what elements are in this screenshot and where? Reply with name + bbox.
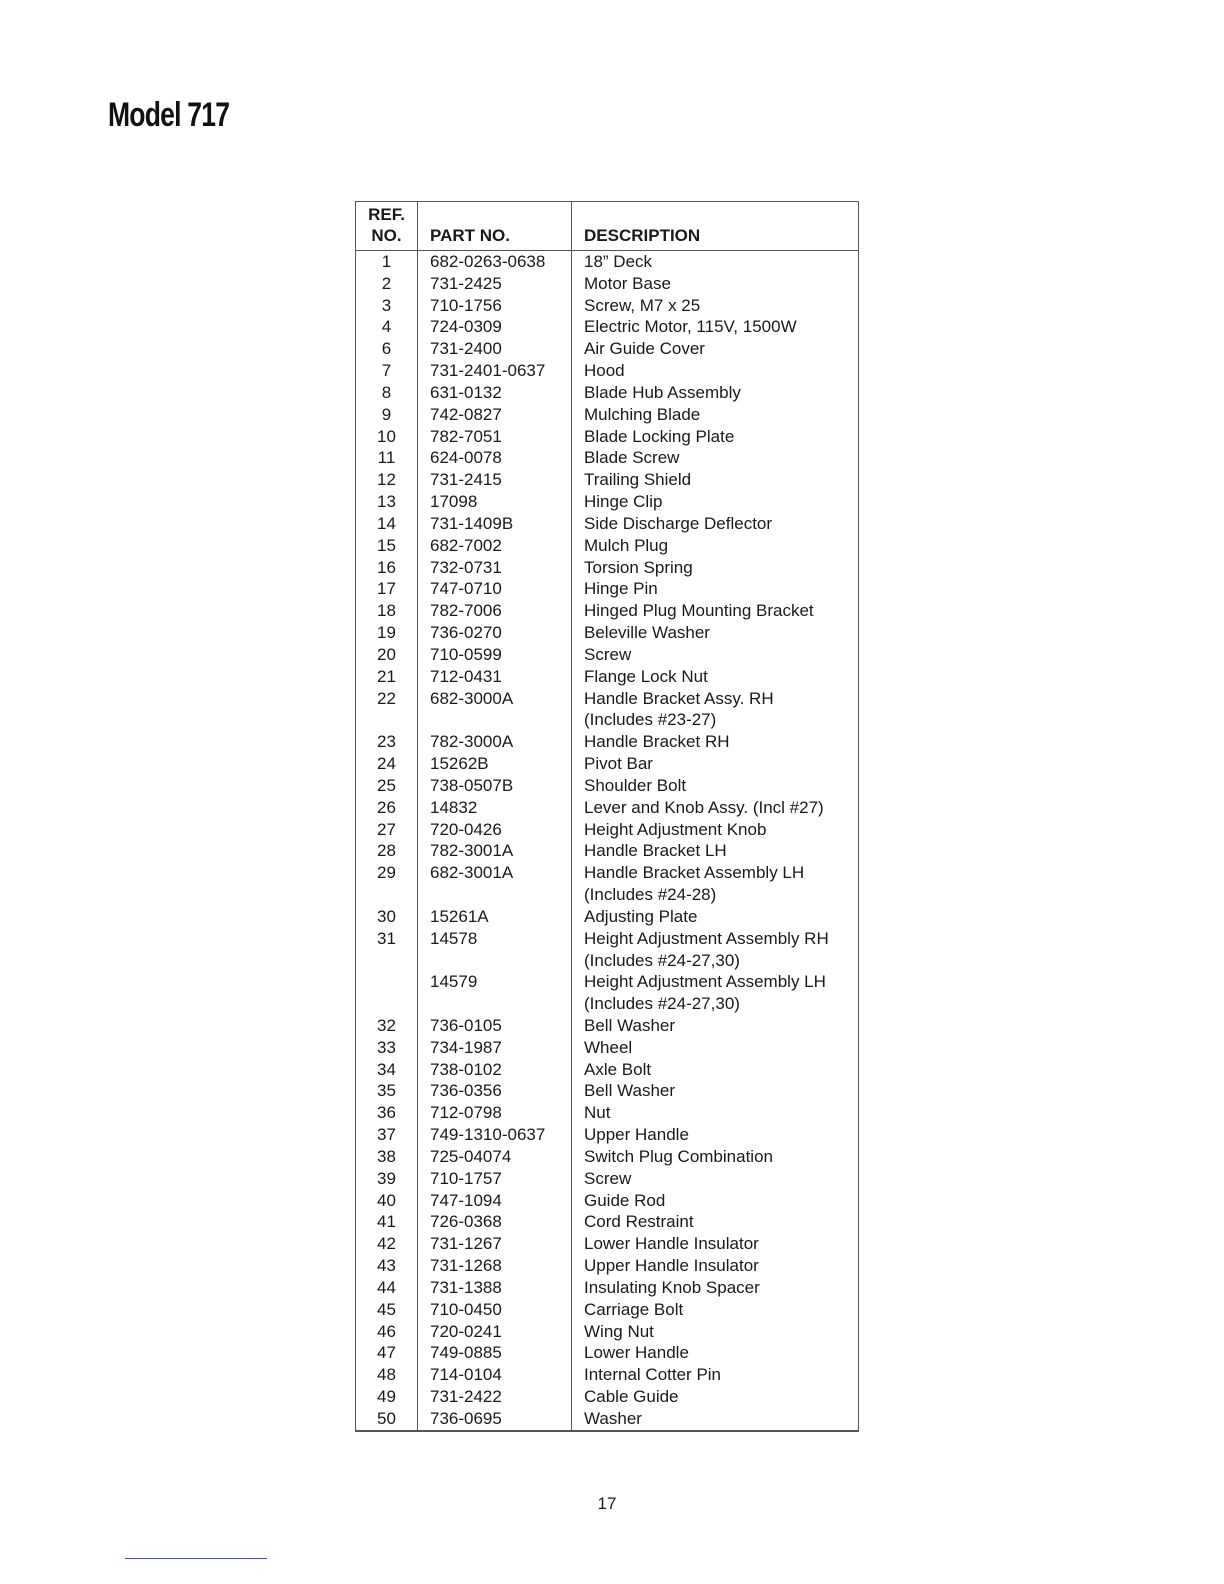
ref-no-cell: 17: [356, 578, 418, 600]
description-cell: Electric Motor, 115V, 1500W: [584, 317, 797, 337]
part-no-cell: 724-0309: [418, 316, 572, 338]
table-row: [356, 469, 859, 491]
description-cell: Wheel: [584, 1037, 633, 1057]
ref-no-cell: 7: [356, 360, 418, 382]
part-no-cell: 712-0431: [418, 666, 572, 688]
ref-no-cell: 39: [356, 1168, 418, 1190]
table-row: [356, 1233, 859, 1255]
part-no-cell: 782-3001A: [418, 840, 572, 862]
parts-table: [355, 201, 859, 1432]
table-row: [356, 1299, 859, 1321]
ref-no-cell: 48: [356, 1364, 418, 1386]
table-row: [356, 295, 859, 317]
ref-no-cell: 19: [356, 622, 418, 644]
ref-no-cell: 24: [356, 753, 418, 775]
description-cell: Nut: [584, 1103, 611, 1123]
description-cell: Lever and Knob Assy. (Incl #27): [584, 797, 824, 817]
part-no-cell: 731-1267: [418, 1233, 572, 1255]
ref-no-cell: 16: [356, 557, 418, 579]
part-no-cell: 782-7051: [418, 426, 572, 448]
part-no-cell: 731-2400: [418, 338, 572, 360]
description-cell: Mulching Blade: [584, 404, 701, 424]
part-no-cell: 631-0132: [418, 382, 572, 404]
table-row: [356, 775, 859, 797]
part-no-cell: 747-0710: [418, 578, 572, 600]
part-no-cell: 14832: [418, 797, 572, 819]
part-no-cell: 747-1094: [418, 1190, 572, 1212]
header-ref-line2: NO.: [371, 226, 402, 245]
table-row: [356, 840, 859, 862]
ref-no-cell: 37: [356, 1124, 418, 1146]
description-cell: Hinge Clip: [584, 492, 663, 512]
header-ref-line1: REF.: [368, 205, 405, 224]
ref-no-cell: 3: [356, 295, 418, 317]
ref-no-cell: 44: [356, 1277, 418, 1299]
part-no-cell: 14579: [418, 971, 572, 993]
part-no-cell: 720-0426: [418, 819, 572, 841]
part-no-cell: 749-0885: [418, 1342, 572, 1364]
ref-no-cell: 15: [356, 535, 418, 557]
part-no-cell: 731-1388: [418, 1277, 572, 1299]
table-row: [356, 273, 859, 295]
part-no-cell: 14578: [418, 928, 572, 950]
table-row: [356, 1321, 859, 1343]
table-row: [356, 1386, 859, 1408]
part-no-cell: 738-0507B: [418, 775, 572, 797]
part-no-cell: 736-0695: [418, 1408, 572, 1431]
description-cell: Screw: [584, 644, 632, 664]
table-row: [356, 731, 859, 753]
description-cell: Cord Restraint: [584, 1212, 694, 1232]
part-no-cell: 731-2401-0637: [418, 360, 572, 382]
description-cell: Beleville Washer: [584, 623, 710, 643]
ref-no-cell: 25: [356, 775, 418, 797]
part-no-cell: 725-04074: [418, 1146, 572, 1168]
table-row: [356, 600, 859, 622]
ref-no-cell: 43: [356, 1255, 418, 1277]
ref-no-cell: 49: [356, 1386, 418, 1408]
ref-no-cell: 2: [356, 273, 418, 295]
description-cell: (Includes #24-27,30): [584, 994, 740, 1014]
part-no-cell: 742-0827: [418, 404, 572, 426]
table-row: [356, 1190, 859, 1212]
table-row: [356, 382, 859, 404]
ref-no-cell: 14: [356, 513, 418, 535]
table-row: [356, 513, 859, 535]
description-cell: Trailing Shield: [584, 470, 692, 490]
ref-no-cell: 8: [356, 382, 418, 404]
table-row: [356, 1168, 859, 1190]
ref-no-cell: [356, 950, 418, 972]
ref-no-cell: 18: [356, 600, 418, 622]
part-no-cell: 732-0731: [418, 557, 572, 579]
ref-no-cell: [356, 709, 418, 731]
table-row: [356, 862, 859, 884]
ref-no-cell: 31: [356, 928, 418, 950]
ref-no-cell: [356, 884, 418, 906]
description-cell: Lower Handle: [584, 1343, 689, 1363]
description-cell: Bell Washer: [584, 1015, 676, 1035]
table-header-row: [356, 202, 859, 251]
ref-no-cell: 38: [356, 1146, 418, 1168]
part-no-cell: 712-0798: [418, 1102, 572, 1124]
table-row: [356, 928, 859, 950]
description-cell: Side Discharge Deflector: [584, 513, 773, 533]
table-row: [356, 1102, 859, 1124]
ref-no-cell: 50: [356, 1408, 418, 1431]
table-row: [356, 316, 859, 338]
description-cell: Air Guide Cover: [584, 339, 705, 359]
part-no-cell: 734-1987: [418, 1037, 572, 1059]
description-cell: Handle Bracket LH: [584, 841, 727, 861]
ref-no-cell: 11: [356, 447, 418, 469]
part-no-cell: 15261A: [418, 906, 572, 928]
description-cell: Motor Base: [584, 273, 671, 293]
part-no-cell: 682-0263-0638: [418, 251, 572, 273]
description-cell: Mulch Plug: [584, 535, 669, 555]
table-row-continuation: [356, 709, 859, 731]
table-row: [356, 1408, 859, 1431]
description-cell: Screw: [584, 1168, 632, 1188]
ref-no-cell: 35: [356, 1080, 418, 1102]
part-no-cell: 17098: [418, 491, 572, 513]
table-row: [356, 251, 859, 273]
description-cell: (Includes #23-27): [584, 710, 717, 730]
part-no-cell: 731-1268: [418, 1255, 572, 1277]
description-cell: Hood: [584, 361, 625, 381]
description-cell: Height Adjustment Assembly RH: [584, 928, 829, 948]
table-row: [356, 1037, 859, 1059]
header-ref-no: [356, 202, 418, 251]
description-cell: Flange Lock Nut: [584, 666, 708, 686]
description-cell: Hinge Pin: [584, 579, 658, 599]
table-row: [356, 1059, 859, 1081]
table-row: [356, 797, 859, 819]
part-no-cell: [418, 884, 572, 906]
description-cell: Insulating Knob Spacer: [584, 1277, 760, 1297]
header-part-no: PART NO.: [418, 202, 572, 251]
table-row: [356, 1015, 859, 1037]
description-cell: Handle Bracket Assy. RH: [584, 688, 774, 708]
table-row: [356, 644, 859, 666]
table-row: [356, 1364, 859, 1386]
part-no-cell: 710-1756: [418, 295, 572, 317]
ref-no-cell: 9: [356, 404, 418, 426]
ref-no-cell: 6: [356, 338, 418, 360]
description-cell: Cable Guide: [584, 1387, 679, 1407]
part-no-cell: [418, 709, 572, 731]
ref-no-cell: 12: [356, 469, 418, 491]
table-row: [356, 426, 859, 448]
part-no-cell: 736-0105: [418, 1015, 572, 1037]
header-description: DESCRIPTION: [572, 202, 859, 251]
part-no-cell: 736-0270: [418, 622, 572, 644]
description-cell: Adjusting Plate: [584, 906, 698, 926]
part-no-cell: 749-1310-0637: [418, 1124, 572, 1146]
ref-no-cell: [356, 993, 418, 1015]
ref-no-cell: 30: [356, 906, 418, 928]
table-row: [356, 666, 859, 688]
description-cell: Lower Handle Insulator: [584, 1234, 759, 1254]
ref-no-cell: 33: [356, 1037, 418, 1059]
parts-table-body: [356, 251, 859, 1431]
table-row: [356, 622, 859, 644]
ref-no-cell: 46: [356, 1321, 418, 1343]
ref-no-cell: 45: [356, 1299, 418, 1321]
table-row: [356, 535, 859, 557]
part-no-cell: 731-2415: [418, 469, 572, 491]
table-row: [356, 557, 859, 579]
table-row: [356, 1277, 859, 1299]
description-cell: Blade Screw: [584, 448, 680, 468]
table-row: [356, 1211, 859, 1233]
footer-rule: [125, 1558, 267, 1559]
part-no-cell: [418, 950, 572, 972]
ref-no-cell: 47: [356, 1342, 418, 1364]
description-cell: (Includes #24-27,30): [584, 950, 740, 970]
ref-no-cell: 28: [356, 840, 418, 862]
part-no-cell: 720-0241: [418, 1321, 572, 1343]
part-no-cell: 731-2422: [418, 1386, 572, 1408]
part-no-cell: 736-0356: [418, 1080, 572, 1102]
table-row: [356, 491, 859, 513]
ref-no-cell: 13: [356, 491, 418, 513]
ref-no-cell: 4: [356, 316, 418, 338]
table-row: [356, 404, 859, 426]
table-row-continuation: [356, 950, 859, 972]
description-cell: Blade Hub Assembly: [584, 382, 741, 402]
description-cell: Axle Bolt: [584, 1059, 652, 1079]
ref-no-cell: 1: [356, 251, 418, 273]
table-row: [356, 906, 859, 928]
part-no-cell: 710-0599: [418, 644, 572, 666]
description-cell: Internal Cotter Pin: [584, 1365, 722, 1385]
description-cell: Guide Rod: [584, 1190, 666, 1210]
table-row: [356, 578, 859, 600]
table-row: [356, 338, 859, 360]
description-cell: Blade Locking Plate: [584, 426, 735, 446]
part-no-cell: 782-3000A: [418, 731, 572, 753]
description-cell: Shoulder Bolt: [584, 775, 687, 795]
ref-no-cell: 41: [356, 1211, 418, 1233]
page-number: 17: [597, 1494, 617, 1513]
part-no-cell: 714-0104: [418, 1364, 572, 1386]
table-row: [356, 971, 859, 993]
part-no-cell: 731-1409B: [418, 513, 572, 535]
part-no-cell: 682-3001A: [418, 862, 572, 884]
description-cell: Switch Plug Combination: [584, 1146, 773, 1166]
ref-no-cell: 27: [356, 819, 418, 841]
table-row: [356, 1146, 859, 1168]
table-row: [356, 1080, 859, 1102]
description-cell: (Includes #24-28): [584, 885, 717, 905]
ref-no-cell: 32: [356, 1015, 418, 1037]
description-cell: Wing Nut: [584, 1321, 654, 1341]
description-cell: 18” Deck: [584, 252, 653, 271]
description-cell: Washer: [584, 1408, 642, 1428]
table-row-continuation: [356, 993, 859, 1015]
ref-no-cell: 23: [356, 731, 418, 753]
description-cell: Upper Handle Insulator: [584, 1256, 759, 1276]
description-cell: Height Adjustment Knob: [584, 819, 767, 839]
ref-no-cell: 36: [356, 1102, 418, 1124]
table-row: [356, 688, 859, 710]
part-no-cell: 682-3000A: [418, 688, 572, 710]
table-row: [356, 1124, 859, 1146]
part-no-cell: 15262B: [418, 753, 572, 775]
table-row: [356, 1342, 859, 1364]
part-no-cell: 710-1757: [418, 1168, 572, 1190]
table-row: [356, 819, 859, 841]
description-cell: Height Adjustment Assembly LH: [584, 972, 826, 992]
part-no-cell: 682-7002: [418, 535, 572, 557]
ref-no-cell: 42: [356, 1233, 418, 1255]
table-row: [356, 753, 859, 775]
ref-no-cell: 29: [356, 862, 418, 884]
table-row: [356, 360, 859, 382]
ref-no-cell: 20: [356, 644, 418, 666]
page-title: Model 717: [108, 96, 230, 134]
description-cell: Screw, M7 x 25: [584, 295, 701, 315]
table-row-continuation: [356, 884, 859, 906]
part-no-cell: 726-0368: [418, 1211, 572, 1233]
description-cell: Upper Handle: [584, 1125, 689, 1145]
ref-no-cell: 21: [356, 666, 418, 688]
part-no-cell: 731-2425: [418, 273, 572, 295]
ref-no-cell: 10: [356, 426, 418, 448]
table-row: [356, 447, 859, 469]
ref-no-cell: 40: [356, 1190, 418, 1212]
description-cell: Pivot Bar: [584, 754, 653, 774]
part-no-cell: 738-0102: [418, 1059, 572, 1081]
description-cell: Carriage Bolt: [584, 1299, 684, 1319]
description-cell: Handle Bracket RH: [584, 732, 730, 752]
description-cell: Bell Washer: [584, 1081, 676, 1101]
part-no-cell: 710-0450: [418, 1299, 572, 1321]
ref-no-cell: 34: [356, 1059, 418, 1081]
description-cell: Hinged Plug Mounting Bracket: [584, 601, 814, 621]
description-cell: Torsion Spring: [584, 557, 693, 577]
ref-no-cell: [356, 971, 418, 993]
ref-no-cell: 22: [356, 688, 418, 710]
description-cell: Handle Bracket Assembly LH: [584, 863, 805, 883]
part-no-cell: 624-0078: [418, 447, 572, 469]
part-no-cell: [418, 993, 572, 1015]
ref-no-cell: 26: [356, 797, 418, 819]
table-row: [356, 1255, 859, 1277]
part-no-cell: 782-7006: [418, 600, 572, 622]
